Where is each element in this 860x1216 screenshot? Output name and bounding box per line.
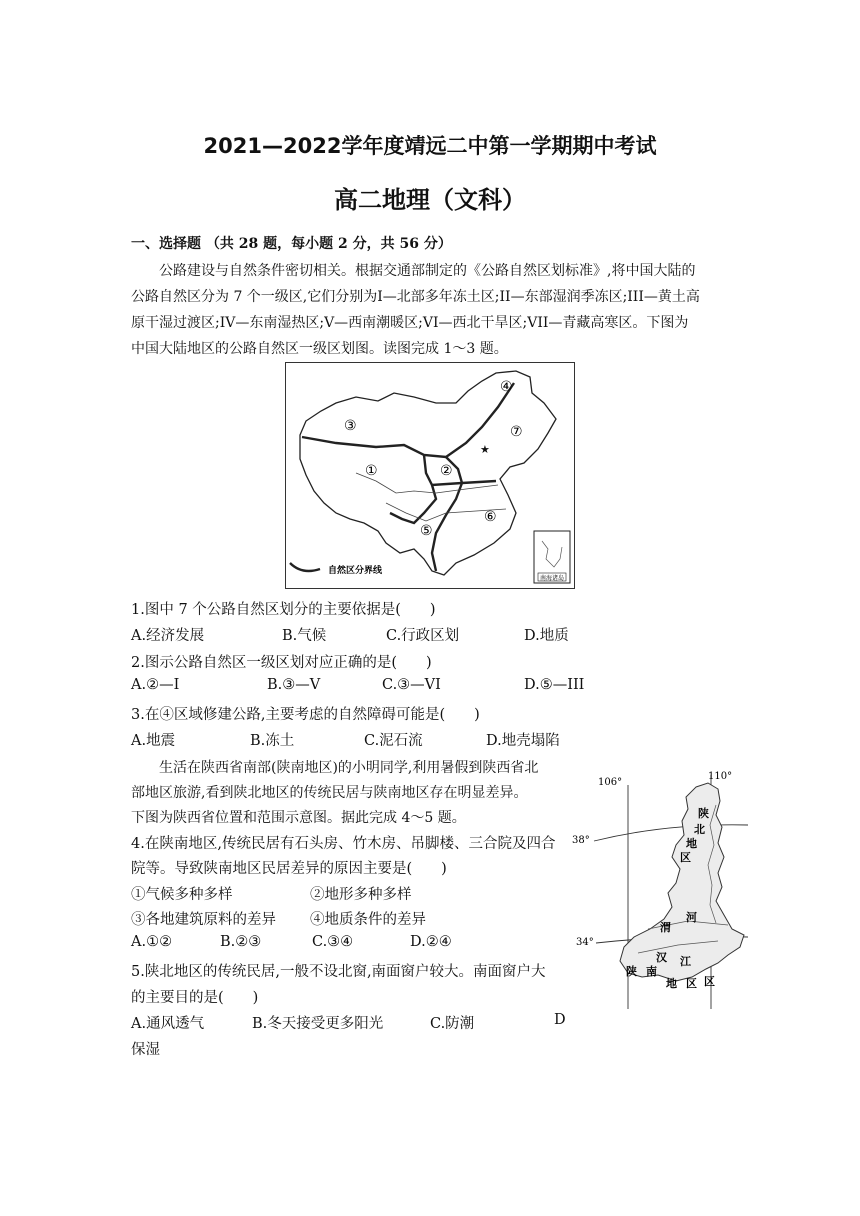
- passage2-line-2: 部地区旅游,看到陕北地区的传统民居与陕南地区存在明显差异。: [131, 785, 528, 801]
- passage1-line-2: 公路自然区分为 7 个一级区,它们分别为I—北部多年冻土区;II—东部湿润季冻区;III—黄土高: [131, 289, 700, 305]
- china-outline: [300, 371, 556, 575]
- map-char: 北: [694, 823, 705, 836]
- q4-choice-4: ④地质条件的差异: [310, 912, 426, 928]
- map-char: 地: [666, 977, 677, 990]
- region-label-1: ①: [365, 463, 378, 479]
- map-char: 地: [686, 837, 697, 850]
- section-heading: 一、选择题 （共 28 题，每小题 2 分，共 56 分）: [131, 236, 452, 252]
- passage2-line-3: 下图为陕西省位置和范围示意图。据此完成 4～5 题。: [131, 810, 466, 826]
- q4-stem-line-1: 4.在陕南地区,传统民居有石头房、竹木房、吊脚楼、三合院及四合: [131, 836, 556, 852]
- q4-choice-2: ②地形多种多样: [310, 887, 412, 903]
- q3-stem: 3.在④区域修建公路,主要考虑的自然障碍可能是( ): [131, 707, 480, 723]
- zone-boundary: [432, 483, 462, 571]
- china-road-zone-map: [285, 362, 575, 589]
- q5-option-d: D: [554, 1012, 566, 1028]
- shaanxi-outline: [620, 783, 744, 981]
- q1-option-a: A.经济发展: [131, 628, 205, 644]
- passage1-line-3: 原干湿过渡区;IV—东南湿热区;V—西南潮暖区;VI—西北干旱区;VII—青藏高寒区。下图为: [131, 315, 689, 331]
- map-char: 河: [686, 911, 697, 924]
- map-char: 江: [680, 955, 691, 968]
- map-char: 汉: [656, 951, 667, 964]
- map-char: 区: [680, 851, 691, 864]
- legend-label: 自然区分界线: [328, 566, 383, 576]
- q1-option-d: D.地质: [524, 628, 569, 644]
- region-label-4: ④: [500, 379, 513, 395]
- region-label-6: ⑥: [484, 509, 497, 525]
- lat-label-38: 38°: [572, 835, 590, 846]
- map-char: 区: [686, 977, 697, 990]
- q3-option-a: A.地震: [131, 733, 176, 749]
- q2-stem: 2.图示公路自然区一级区划对应正确的是( ): [131, 655, 432, 671]
- q3-option-c: C.泥石流: [364, 733, 423, 749]
- q1-stem: 1.图中 7 个公路自然区划分的主要依据是( ): [131, 602, 436, 618]
- q2-option-a: A.②—I: [131, 677, 180, 693]
- map-char: 南: [646, 965, 657, 978]
- q4-option-b: B.②③: [220, 934, 262, 950]
- q5-stem-line-1: 5.陕北地区的传统民居,一般不设北窗,南面窗户较大。南面窗户大: [131, 964, 546, 980]
- zone-boundary: [390, 485, 436, 523]
- passage1-line-4: 中国大陆地区的公路自然区一级区划图。读图完成 1～3 题。: [131, 341, 508, 357]
- q4-option-c: C.③④: [312, 934, 354, 950]
- region-label-3: ③: [344, 418, 357, 434]
- region-label-5: ⑤: [420, 523, 433, 539]
- lon-label-110: 110°: [708, 771, 733, 782]
- q3-option-b: B.冻土: [250, 733, 295, 749]
- exam-subtitle: 高二地理（文科）: [334, 186, 526, 214]
- inset-label: 南海诸岛: [540, 575, 565, 582]
- map-char: 陕: [698, 807, 709, 820]
- q4-choice-1: ①气候多种多样: [131, 887, 233, 903]
- q5-option-a: A.通风透气: [131, 1016, 205, 1032]
- passage1-line-1: 公路建设与自然条件密切相关。根据交通部制定的《公路自然区划标准》,将中国大陆的: [159, 263, 696, 279]
- map-char: 陕: [626, 965, 637, 978]
- region-label-7: ⑦: [510, 424, 523, 440]
- q1-option-c: C.行政区划: [386, 628, 460, 644]
- map-char: 区: [704, 975, 715, 988]
- q2-option-d: D.⑤—III: [524, 677, 585, 693]
- q4-option-a: A.①②: [131, 934, 173, 950]
- exam-title: 2021—2022学年度靖远二中第一学期期中考试: [203, 134, 657, 158]
- q5-option-b: B.冬天接受更多阳光: [252, 1016, 384, 1032]
- shaanxi-map: [568, 765, 758, 1015]
- lon-label-106: 106°: [598, 777, 623, 788]
- q2-option-b: B.③—V: [267, 677, 321, 693]
- q4-choice-3: ③各地建筑原料的差异: [131, 912, 276, 928]
- zone-boundary: [424, 455, 496, 485]
- q1-option-b: B.气候: [282, 628, 327, 644]
- q5-option-c: C.防潮: [430, 1016, 475, 1032]
- region-label-2: ②: [440, 463, 453, 479]
- q5-option-d-wrap: 保湿: [131, 1042, 160, 1058]
- q5-stem-line-2: 的主要目的是( ): [131, 990, 259, 1006]
- q2-option-c: C.③—VI: [382, 677, 441, 693]
- lat-label-34: 34°: [576, 937, 594, 948]
- map-char: 渭: [660, 921, 671, 934]
- q4-option-d: D.②④: [410, 934, 452, 950]
- svg-text:★: ★: [480, 443, 490, 456]
- q3-option-d: D.地壳塌陷: [486, 733, 560, 749]
- passage2-line-1: 生活在陕西省南部(陕南地区)的小明同学,利用暑假到陕西省北: [159, 760, 539, 776]
- q4-stem-line-2: 院等。导致陕南地区民居差异的原因主要是( ): [131, 861, 447, 877]
